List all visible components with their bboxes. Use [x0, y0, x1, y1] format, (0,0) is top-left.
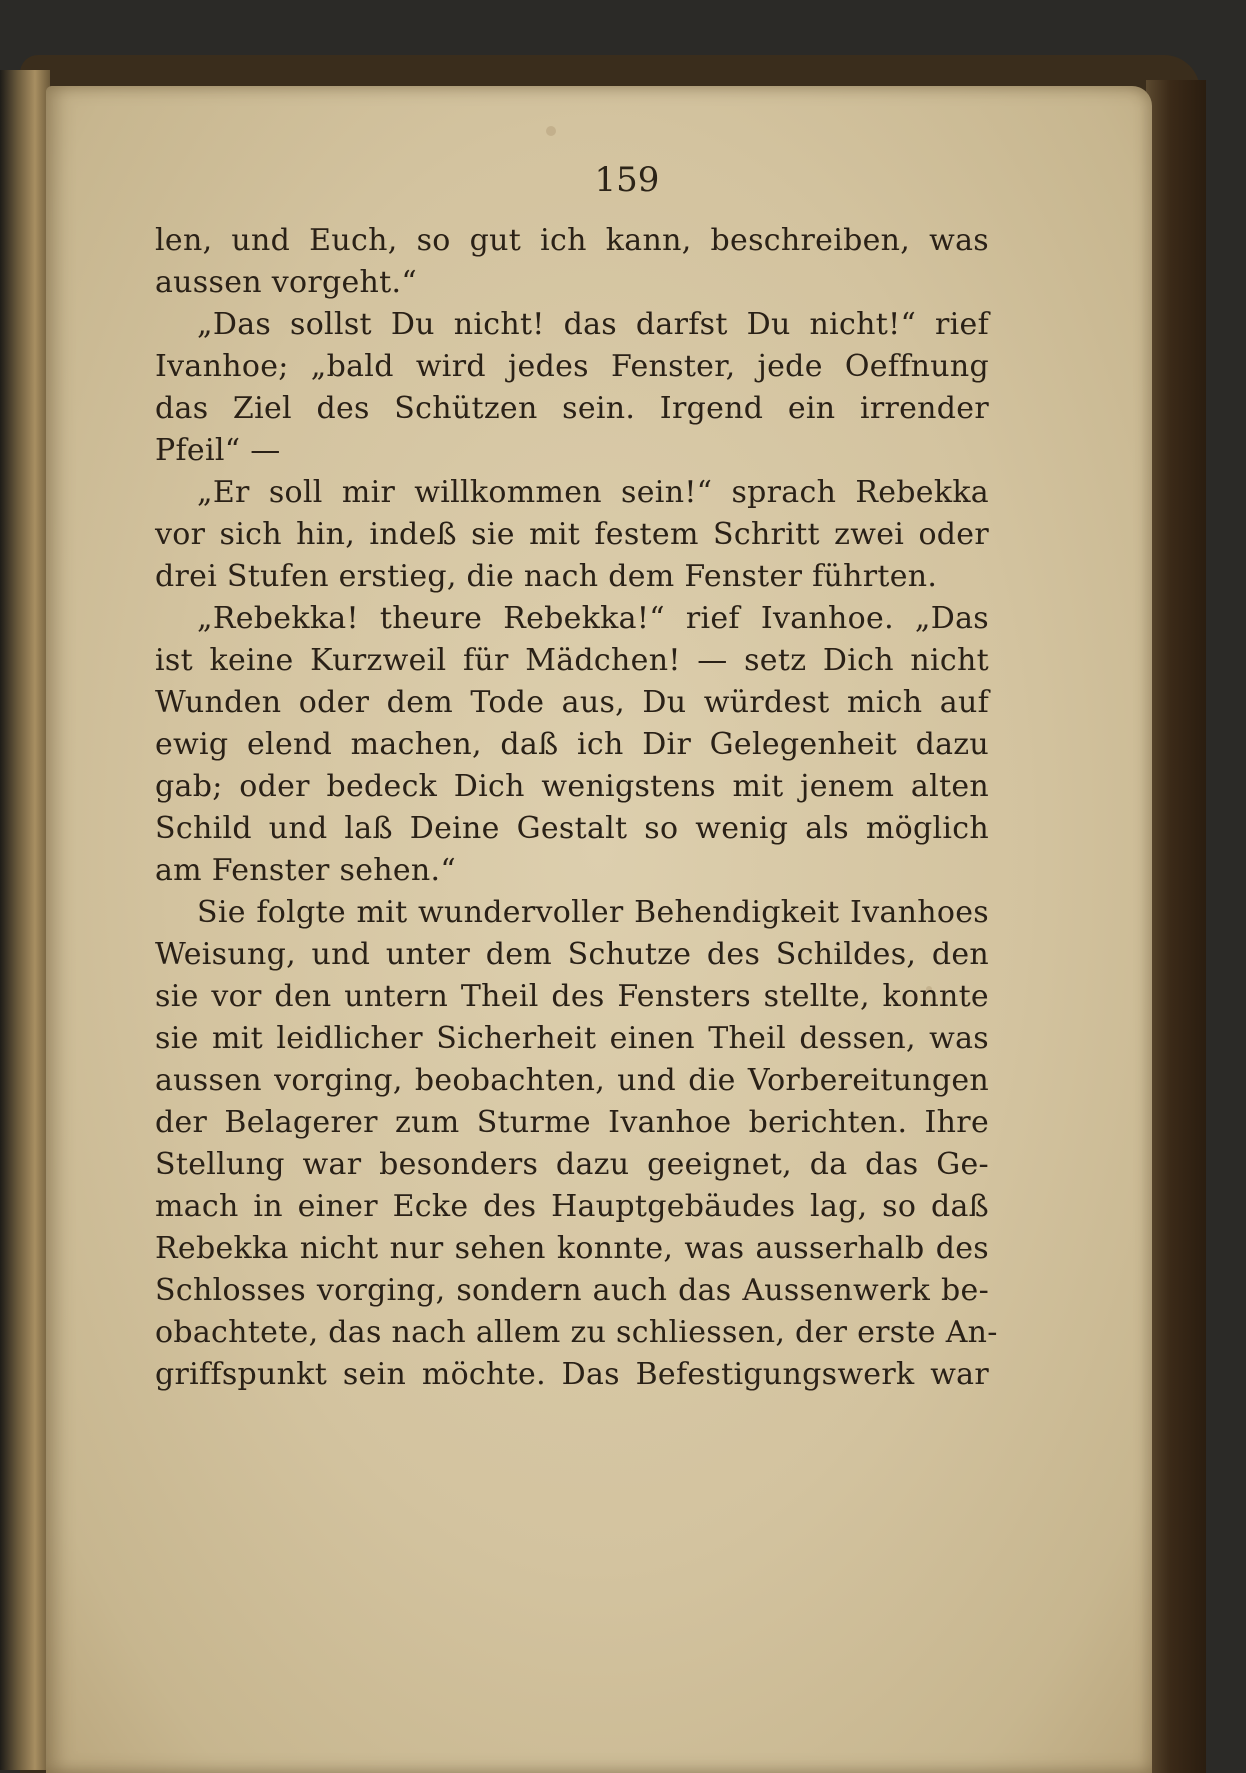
text-line: am Fenster sehen.“ — [155, 853, 457, 888]
facing-page-edge — [0, 70, 50, 1770]
text-line: drei Stufen erstieg, die nach dem Fenster führten. — [155, 559, 938, 594]
page-number: 159 — [594, 160, 660, 200]
text-line: ewig elend machen, daß ich Dir Gelegenheit dazu — [155, 727, 989, 762]
text-line: len, und Euch, so gut ich kann, beschreiben, was — [155, 223, 989, 258]
text-line: aussen vorgeht.“ — [155, 265, 417, 300]
text-line: „Rebekka! theure Rebekka!“ rief Ivanhoe. „Das — [197, 601, 989, 636]
text-line: gab; oder bedeck Dich wenigstens mit jenem alten — [155, 769, 989, 804]
text-line: aussen vorging, beobachten, und die Vorbereitungen — [155, 1063, 989, 1098]
text-line: obachtete, das nach allem zu schliessen, der erste An- — [155, 1315, 998, 1350]
text-line: Wunden oder dem Tode aus, Du würdest mich auf — [155, 685, 989, 720]
text-line: Stellung war besonders dazu geeignet, da das Ge- — [155, 1147, 989, 1182]
text-line: sie vor den untern Theil des Fensters stellte, konnte — [155, 979, 989, 1014]
text-line: sie mit leidlicher Sicherheit einen Theil dessen, was — [155, 1021, 989, 1056]
text-line: Schlosses vorging, sondern auch das Aussenwerk be- — [155, 1273, 989, 1308]
text-line: Weisung, und unter dem Schutze des Schildes, den — [155, 937, 989, 972]
text-line: „Das sollst Du nicht! das darfst Du nicht!“ rief — [197, 307, 989, 342]
paper-stain — [546, 126, 556, 136]
text-line: Schild und laß Deine Gestalt so wenig als möglich — [155, 811, 989, 846]
text-line: der Belagerer zum Sturme Ivanhoe berichten. Ihre — [155, 1105, 989, 1140]
text-line: „Er soll mir willkommen sein!“ sprach Rebekka — [197, 475, 989, 510]
text-line: das Ziel des Schützen sein. Irgend ein irrender — [155, 391, 989, 426]
body-text — [155, 220, 998, 1396]
text-line: griffspunkt sein möchte. Das Befestigungswerk war — [155, 1357, 989, 1392]
text-line: mach in einer Ecke des Hauptgebäudes lag, so daß — [155, 1189, 989, 1224]
text-line: Rebekka nicht nur sehen konnte, was ausserhalb des — [155, 1231, 989, 1266]
text-line: Sie folgte mit wundervoller Behendigkeit Ivanhoes — [197, 895, 989, 930]
text-line: ist keine Kurzweil für Mädchen! — setz Dich nicht — [155, 643, 989, 678]
book-spine-right-edge — [1146, 80, 1206, 1773]
text-line: Ivanhoe; „bald wird jedes Fenster, jede Oeffnung — [155, 349, 989, 384]
text-line: Pfeil“ — — [155, 433, 281, 468]
text-line: vor sich hin, indeß sie mit festem Schritt zwei oder — [155, 517, 989, 552]
